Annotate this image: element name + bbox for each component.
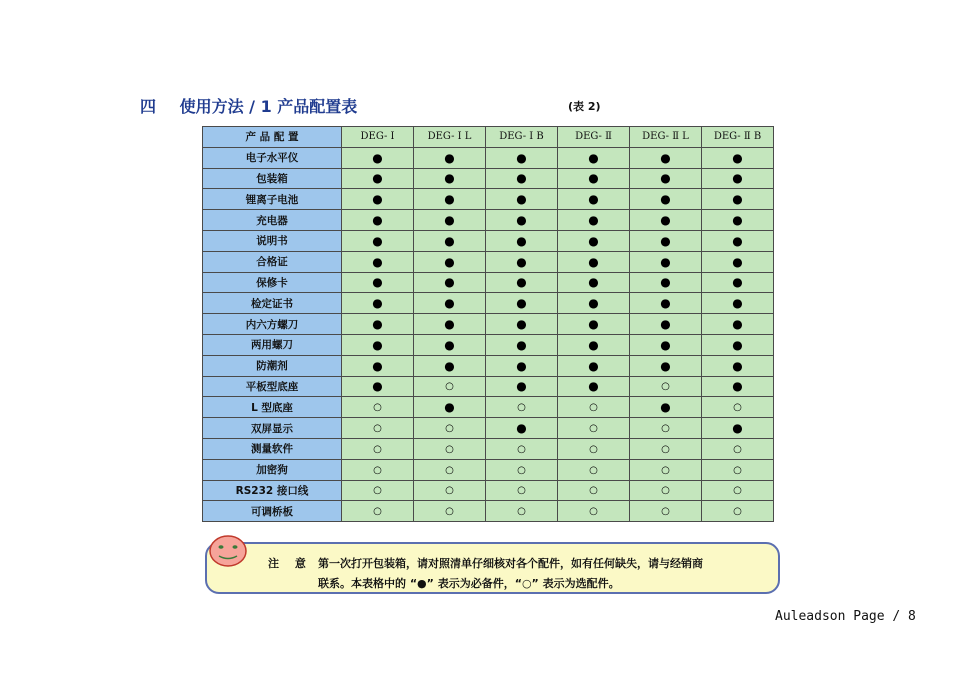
optional-mark: ○ bbox=[733, 506, 742, 518]
table-row bbox=[203, 459, 774, 480]
standard-mark: ● bbox=[516, 337, 527, 352]
row-mark bbox=[414, 334, 486, 355]
row-mark bbox=[414, 168, 486, 189]
row-mark bbox=[558, 480, 630, 501]
row-mark bbox=[630, 418, 702, 439]
row-mark bbox=[630, 293, 702, 314]
header-model-6: DEG- Ⅱ B bbox=[702, 127, 774, 148]
optional-mark: ○ bbox=[733, 402, 742, 414]
optional-mark: ○ bbox=[445, 485, 454, 497]
standard-mark: ● bbox=[660, 233, 671, 248]
optional-mark: ○ bbox=[661, 485, 670, 497]
standard-mark: ● bbox=[372, 171, 383, 186]
optional-mark: ○ bbox=[661, 506, 670, 518]
row-mark bbox=[630, 147, 702, 168]
optional-mark: ○ bbox=[661, 423, 670, 435]
row-mark bbox=[486, 272, 558, 293]
table-header-row bbox=[203, 127, 774, 148]
row-mark bbox=[558, 147, 630, 168]
row-mark bbox=[414, 251, 486, 272]
standard-mark: ● bbox=[516, 213, 527, 228]
table-row bbox=[203, 480, 774, 501]
row-mark bbox=[630, 251, 702, 272]
optional-mark: ○ bbox=[373, 443, 382, 455]
standard-mark: ● bbox=[372, 233, 383, 248]
standard-mark: ● bbox=[588, 296, 599, 311]
standard-mark: ● bbox=[588, 254, 599, 269]
row-mark bbox=[558, 314, 630, 335]
row-mark bbox=[702, 418, 774, 439]
row-mark bbox=[486, 293, 558, 314]
optional-mark: ○ bbox=[517, 464, 526, 476]
row-mark bbox=[414, 230, 486, 251]
standard-mark: ● bbox=[372, 254, 383, 269]
row-mark bbox=[702, 168, 774, 189]
row-mark bbox=[558, 438, 630, 459]
table-row bbox=[203, 418, 774, 439]
optional-mark: ○ bbox=[661, 443, 670, 455]
optional-mark: ○ bbox=[589, 506, 598, 518]
standard-mark: ● bbox=[660, 358, 671, 373]
optional-mark: ○ bbox=[589, 443, 598, 455]
table-row bbox=[203, 397, 774, 418]
standard-mark: ● bbox=[732, 317, 743, 332]
row-mark bbox=[702, 314, 774, 335]
row-mark bbox=[342, 418, 414, 439]
row-mark bbox=[342, 210, 414, 231]
row-mark bbox=[342, 334, 414, 355]
section-number: 四 bbox=[140, 97, 157, 116]
standard-mark: ● bbox=[732, 379, 743, 394]
header-model-4: DEG- Ⅱ bbox=[558, 127, 630, 148]
row-mark bbox=[486, 438, 558, 459]
row-label: 检定证书 bbox=[203, 293, 342, 314]
table-body bbox=[203, 147, 774, 521]
standard-mark: ● bbox=[516, 379, 527, 394]
row-mark bbox=[702, 438, 774, 459]
row-mark bbox=[342, 397, 414, 418]
standard-mark: ● bbox=[516, 421, 527, 436]
row-mark bbox=[414, 293, 486, 314]
row-mark bbox=[630, 355, 702, 376]
table-row bbox=[203, 251, 774, 272]
row-mark bbox=[702, 397, 774, 418]
row-mark bbox=[558, 230, 630, 251]
standard-mark: ● bbox=[516, 171, 527, 186]
row-mark bbox=[486, 230, 558, 251]
table-number: (表 2) bbox=[568, 100, 601, 113]
standard-mark: ● bbox=[444, 254, 455, 269]
standard-mark: ● bbox=[588, 317, 599, 332]
standard-mark: ● bbox=[660, 254, 671, 269]
table-row bbox=[203, 314, 774, 335]
standard-mark: ● bbox=[588, 213, 599, 228]
row-mark bbox=[558, 334, 630, 355]
standard-mark: ● bbox=[444, 358, 455, 373]
row-mark bbox=[486, 251, 558, 272]
row-mark bbox=[342, 189, 414, 210]
standard-mark: ● bbox=[660, 337, 671, 352]
header-model-5: DEG- Ⅱ L bbox=[630, 127, 702, 148]
row-mark bbox=[630, 210, 702, 231]
header-model-1: DEG- Ⅰ bbox=[342, 127, 414, 148]
standard-mark: ● bbox=[516, 192, 527, 207]
table-row bbox=[203, 438, 774, 459]
row-mark bbox=[558, 376, 630, 397]
section-title: 使用方法 / 1 产品配置表 bbox=[179, 97, 358, 116]
row-label: 电子水平仪 bbox=[203, 147, 342, 168]
row-mark bbox=[342, 376, 414, 397]
standard-mark: ● bbox=[444, 213, 455, 228]
smiley-icon bbox=[208, 534, 248, 568]
optional-mark: ○ bbox=[733, 443, 742, 455]
row-mark bbox=[558, 459, 630, 480]
optional-mark: ○ bbox=[733, 485, 742, 497]
note-label: 注 意 bbox=[268, 557, 312, 570]
optional-mark: ○ bbox=[589, 423, 598, 435]
row-mark bbox=[414, 147, 486, 168]
row-mark bbox=[702, 272, 774, 293]
standard-mark: ● bbox=[732, 192, 743, 207]
row-mark bbox=[414, 418, 486, 439]
row-mark bbox=[414, 501, 486, 522]
row-label: 锂离子电池 bbox=[203, 189, 342, 210]
row-mark bbox=[414, 189, 486, 210]
standard-mark: ● bbox=[444, 296, 455, 311]
standard-mark: ● bbox=[372, 317, 383, 332]
standard-mark: ● bbox=[372, 213, 383, 228]
row-mark bbox=[414, 314, 486, 335]
row-mark bbox=[342, 501, 414, 522]
standard-mark: ● bbox=[372, 150, 383, 165]
row-mark bbox=[630, 272, 702, 293]
row-label: 充电器 bbox=[203, 210, 342, 231]
table-row bbox=[203, 355, 774, 376]
standard-mark: ● bbox=[660, 150, 671, 165]
optional-mark: ○ bbox=[517, 402, 526, 414]
row-mark bbox=[342, 168, 414, 189]
optional-mark: ○ bbox=[445, 506, 454, 518]
standard-mark: ● bbox=[660, 275, 671, 290]
standard-mark: ● bbox=[588, 379, 599, 394]
table-row bbox=[203, 501, 774, 522]
row-mark bbox=[486, 355, 558, 376]
row-mark bbox=[702, 147, 774, 168]
standard-mark: ● bbox=[516, 150, 527, 165]
row-label: 防潮剂 bbox=[203, 355, 342, 376]
row-mark bbox=[414, 210, 486, 231]
standard-mark: ● bbox=[660, 296, 671, 311]
optional-mark: ○ bbox=[373, 485, 382, 497]
standard-mark: ● bbox=[372, 337, 383, 352]
row-label: RS232 接口线 bbox=[203, 480, 342, 501]
row-mark bbox=[342, 459, 414, 480]
row-label: 平板型底座 bbox=[203, 376, 342, 397]
row-mark bbox=[630, 168, 702, 189]
row-mark bbox=[486, 501, 558, 522]
page-footer: Auleadson Page / 8 bbox=[775, 609, 916, 624]
optional-mark: ○ bbox=[445, 443, 454, 455]
row-mark bbox=[630, 459, 702, 480]
section-heading bbox=[140, 94, 357, 117]
standard-mark: ● bbox=[588, 337, 599, 352]
standard-mark: ● bbox=[660, 171, 671, 186]
row-mark bbox=[558, 418, 630, 439]
row-mark bbox=[702, 480, 774, 501]
standard-mark: ● bbox=[660, 317, 671, 332]
row-mark bbox=[342, 314, 414, 335]
table-row bbox=[203, 376, 774, 397]
standard-mark: ● bbox=[444, 400, 455, 415]
row-mark bbox=[342, 293, 414, 314]
row-mark bbox=[702, 230, 774, 251]
row-mark bbox=[558, 168, 630, 189]
standard-mark: ● bbox=[588, 275, 599, 290]
row-mark bbox=[630, 230, 702, 251]
row-label: 两用螺刀 bbox=[203, 334, 342, 355]
row-mark bbox=[414, 397, 486, 418]
header-product-config: 产 品 配 置 bbox=[203, 127, 342, 148]
row-label: L 型底座 bbox=[203, 397, 342, 418]
row-mark bbox=[342, 272, 414, 293]
row-label: 双屏显示 bbox=[203, 418, 342, 439]
row-mark bbox=[558, 355, 630, 376]
standard-mark: ● bbox=[444, 192, 455, 207]
row-mark bbox=[630, 189, 702, 210]
row-mark bbox=[342, 230, 414, 251]
standard-mark: ● bbox=[516, 317, 527, 332]
standard-mark: ● bbox=[588, 192, 599, 207]
row-mark bbox=[702, 189, 774, 210]
standard-mark: ● bbox=[732, 233, 743, 248]
optional-mark: ○ bbox=[517, 443, 526, 455]
optional-mark: ○ bbox=[517, 506, 526, 518]
table-row bbox=[203, 334, 774, 355]
optional-mark: ○ bbox=[589, 485, 598, 497]
row-mark bbox=[486, 314, 558, 335]
standard-mark: ● bbox=[372, 192, 383, 207]
row-mark bbox=[702, 355, 774, 376]
row-label: 内六方螺刀 bbox=[203, 314, 342, 335]
row-mark bbox=[486, 189, 558, 210]
row-label: 加密狗 bbox=[203, 459, 342, 480]
header-model-3: DEG- Ⅰ B bbox=[486, 127, 558, 148]
row-mark bbox=[630, 314, 702, 335]
table-row bbox=[203, 168, 774, 189]
standard-mark: ● bbox=[660, 192, 671, 207]
row-mark bbox=[558, 397, 630, 418]
row-mark bbox=[342, 355, 414, 376]
table-row bbox=[203, 230, 774, 251]
standard-mark: ● bbox=[732, 150, 743, 165]
optional-mark: ○ bbox=[517, 485, 526, 497]
standard-mark: ● bbox=[444, 317, 455, 332]
product-config-table bbox=[202, 126, 774, 522]
row-mark bbox=[558, 251, 630, 272]
row-mark bbox=[702, 293, 774, 314]
standard-mark: ● bbox=[660, 400, 671, 415]
row-label: 包装箱 bbox=[203, 168, 342, 189]
row-mark bbox=[630, 438, 702, 459]
standard-mark: ● bbox=[588, 358, 599, 373]
row-mark bbox=[702, 501, 774, 522]
row-mark bbox=[486, 480, 558, 501]
standard-mark: ● bbox=[516, 233, 527, 248]
optional-mark: ○ bbox=[661, 464, 670, 476]
row-mark bbox=[630, 501, 702, 522]
row-mark bbox=[342, 147, 414, 168]
row-mark bbox=[630, 376, 702, 397]
optional-mark: ○ bbox=[373, 506, 382, 518]
row-mark bbox=[558, 272, 630, 293]
optional-mark: ○ bbox=[661, 381, 670, 393]
row-mark bbox=[702, 210, 774, 231]
row-label: 说明书 bbox=[203, 230, 342, 251]
optional-mark: ○ bbox=[373, 402, 382, 414]
row-mark bbox=[558, 293, 630, 314]
row-mark bbox=[342, 251, 414, 272]
row-mark bbox=[486, 397, 558, 418]
optional-mark: ○ bbox=[445, 464, 454, 476]
row-mark bbox=[342, 480, 414, 501]
standard-mark: ● bbox=[444, 171, 455, 186]
standard-mark: ● bbox=[732, 296, 743, 311]
optional-mark: ○ bbox=[589, 402, 598, 414]
standard-mark: ● bbox=[732, 337, 743, 352]
table-row bbox=[203, 189, 774, 210]
standard-mark: ● bbox=[732, 358, 743, 373]
row-mark bbox=[486, 147, 558, 168]
table-row bbox=[203, 272, 774, 293]
standard-mark: ● bbox=[372, 358, 383, 373]
row-mark bbox=[702, 334, 774, 355]
row-mark bbox=[486, 459, 558, 480]
standard-mark: ● bbox=[372, 296, 383, 311]
optional-mark: ○ bbox=[445, 381, 454, 393]
header-model-2: DEG- Ⅰ L bbox=[414, 127, 486, 148]
row-mark bbox=[558, 501, 630, 522]
note-text-line-2: 联系。本表格中的 “●” 表示为必备件，“○” 表示为选配件。 bbox=[318, 577, 620, 590]
standard-mark: ● bbox=[732, 213, 743, 228]
standard-mark: ● bbox=[588, 233, 599, 248]
row-mark bbox=[558, 210, 630, 231]
standard-mark: ● bbox=[660, 213, 671, 228]
optional-mark: ○ bbox=[373, 423, 382, 435]
standard-mark: ● bbox=[516, 296, 527, 311]
standard-mark: ● bbox=[372, 379, 383, 394]
standard-mark: ● bbox=[732, 275, 743, 290]
row-mark bbox=[486, 334, 558, 355]
standard-mark: ● bbox=[732, 421, 743, 436]
row-mark bbox=[414, 272, 486, 293]
row-mark bbox=[486, 376, 558, 397]
row-mark bbox=[414, 438, 486, 459]
note-text-line-1: 第一次打开包装箱，请对照清单仔细核对各个配件，如有任何缺失，请与经销商 bbox=[318, 557, 703, 570]
row-mark bbox=[702, 251, 774, 272]
standard-mark: ● bbox=[444, 275, 455, 290]
row-mark bbox=[342, 438, 414, 459]
row-label: 测量软件 bbox=[203, 438, 342, 459]
standard-mark: ● bbox=[516, 254, 527, 269]
row-mark bbox=[630, 397, 702, 418]
standard-mark: ● bbox=[516, 358, 527, 373]
optional-mark: ○ bbox=[733, 464, 742, 476]
row-mark bbox=[702, 376, 774, 397]
row-label: 保修卡 bbox=[203, 272, 342, 293]
row-mark bbox=[702, 459, 774, 480]
standard-mark: ● bbox=[588, 150, 599, 165]
row-mark bbox=[630, 334, 702, 355]
row-mark bbox=[486, 210, 558, 231]
optional-mark: ○ bbox=[373, 464, 382, 476]
standard-mark: ● bbox=[516, 275, 527, 290]
standard-mark: ● bbox=[444, 150, 455, 165]
standard-mark: ● bbox=[372, 275, 383, 290]
row-mark bbox=[630, 480, 702, 501]
standard-mark: ● bbox=[588, 171, 599, 186]
standard-mark: ● bbox=[444, 337, 455, 352]
table-row bbox=[203, 147, 774, 168]
row-mark bbox=[414, 480, 486, 501]
standard-mark: ● bbox=[444, 233, 455, 248]
row-mark bbox=[414, 459, 486, 480]
row-label: 合格证 bbox=[203, 251, 342, 272]
optional-mark: ○ bbox=[445, 423, 454, 435]
row-mark bbox=[558, 189, 630, 210]
table-row bbox=[203, 293, 774, 314]
row-mark bbox=[486, 418, 558, 439]
row-mark bbox=[414, 355, 486, 376]
standard-mark: ● bbox=[732, 171, 743, 186]
row-label: 可调桥板 bbox=[203, 501, 342, 522]
row-mark bbox=[486, 168, 558, 189]
row-mark bbox=[414, 376, 486, 397]
optional-mark: ○ bbox=[589, 464, 598, 476]
table-row bbox=[203, 210, 774, 231]
standard-mark: ● bbox=[732, 254, 743, 269]
